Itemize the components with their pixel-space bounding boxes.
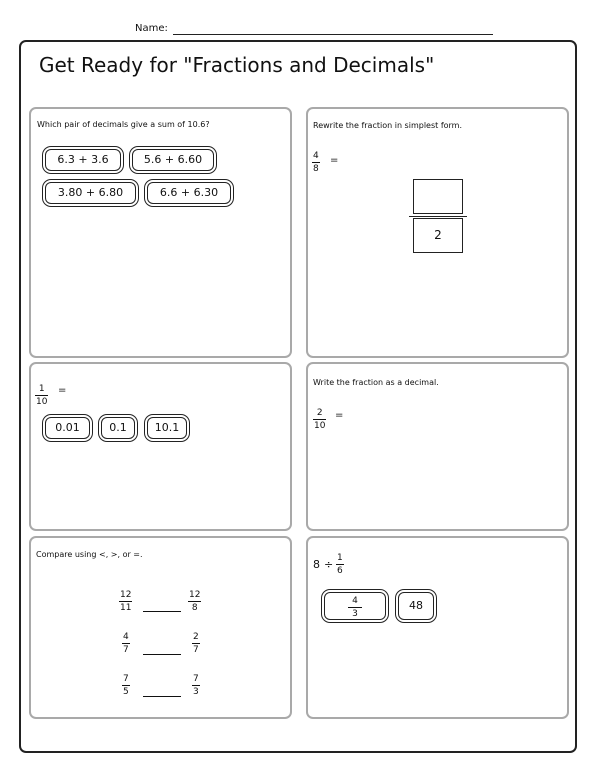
answer-choice[interactable]: 48: [398, 592, 434, 620]
fraction-numerator: 2: [316, 408, 323, 418]
fraction-numerator: 7: [193, 674, 199, 684]
fraction-bar: [313, 419, 326, 420]
fraction-denominator: 8: [313, 164, 319, 174]
fraction-bar: [119, 601, 132, 602]
choice-fraction: [325, 596, 385, 619]
answer-choice[interactable]: 10.1: [147, 417, 187, 439]
name-label: Name:: [135, 23, 168, 34]
fraction-denominator: 7: [123, 645, 129, 655]
question-2-fraction: [312, 151, 320, 174]
compare-right-fraction: [188, 590, 201, 613]
equals-sign: =: [58, 385, 67, 396]
compare-blank[interactable]: [143, 611, 181, 612]
fraction-denominator: 3: [193, 687, 199, 697]
fraction-numerator: 4: [123, 632, 129, 642]
fraction-numerator: 4: [352, 596, 358, 606]
fraction-bar: [312, 162, 320, 163]
answer-choice[interactable]: 6.6 + 6.30: [147, 182, 231, 204]
name-line[interactable]: [173, 34, 493, 35]
compare-right-fraction: [192, 632, 200, 655]
fraction-bar: [336, 564, 344, 565]
answer-numerator-box[interactable]: [413, 179, 463, 214]
answer-choice[interactable]: 0.1: [101, 417, 135, 439]
question-6-fraction: [336, 553, 344, 576]
question-panel-1: [29, 107, 292, 358]
fraction-bar: [192, 685, 200, 686]
fraction-denominator: 11: [120, 603, 132, 613]
question-panel-6: [306, 536, 569, 719]
compare-blank[interactable]: [143, 654, 181, 655]
question-panel-5: [29, 536, 292, 719]
question-panel-4: [306, 362, 569, 531]
compare-right-fraction: [192, 674, 200, 697]
fraction-numerator: 12: [120, 590, 132, 600]
fraction-denominator: 10: [36, 397, 48, 407]
divide-operator: ÷: [324, 558, 334, 571]
fraction-numerator: 7: [123, 674, 129, 684]
question-4-fraction: [313, 408, 326, 431]
fraction-bar: [122, 685, 130, 686]
question-1-prompt: Which pair of decimals give a sum of 10.6?: [37, 120, 210, 129]
question-2-prompt: Rewrite the fraction in simplest form.: [313, 121, 463, 130]
compare-left-fraction: [119, 590, 132, 613]
question-3-fraction: [35, 384, 48, 407]
question-4-prompt: Write the fraction as a decimal.: [313, 378, 439, 387]
compare-left-fraction: [122, 632, 130, 655]
fraction-bar: [122, 643, 130, 644]
compare-left-fraction: [122, 674, 130, 697]
fraction-denominator: 10: [314, 421, 326, 431]
fraction-denominator: 5: [123, 687, 129, 697]
fraction-bar: [409, 216, 467, 217]
answer-choice[interactable]: [324, 592, 386, 620]
fraction-denominator: 6: [337, 566, 343, 576]
answer-choice[interactable]: 5.6 + 6.60: [132, 149, 214, 171]
fraction-bar: [35, 395, 48, 396]
fraction-numerator: 4: [313, 151, 319, 161]
equals-sign: =: [330, 155, 339, 166]
answer-choice[interactable]: 6.3 + 3.6: [45, 149, 121, 171]
answer-choice[interactable]: 3.80 + 6.80: [45, 182, 136, 204]
compare-blank[interactable]: [143, 696, 181, 697]
fraction-numerator: 1: [337, 553, 343, 563]
fraction-numerator: 2: [193, 632, 199, 642]
fraction-denominator: 3: [352, 609, 358, 619]
question-5-prompt: Compare using <, >, or =.: [36, 550, 143, 559]
question-panel-2: [306, 107, 569, 358]
fraction-bar: [348, 607, 362, 608]
fraction-numerator: 1: [38, 384, 45, 394]
answer-choice[interactable]: 0.01: [45, 417, 90, 439]
dividend: 8: [313, 558, 320, 571]
worksheet-title: Get Ready for "Fractions and Decimals": [39, 53, 435, 77]
fraction-bar: [192, 643, 200, 644]
question-panel-3: [29, 362, 292, 531]
answer-denominator-box: 2: [413, 218, 463, 253]
fraction-denominator: 8: [191, 603, 198, 613]
fraction-denominator: 7: [193, 645, 199, 655]
fraction-numerator: 12: [189, 590, 201, 600]
equals-sign: =: [335, 410, 344, 421]
fraction-bar: [188, 601, 201, 602]
